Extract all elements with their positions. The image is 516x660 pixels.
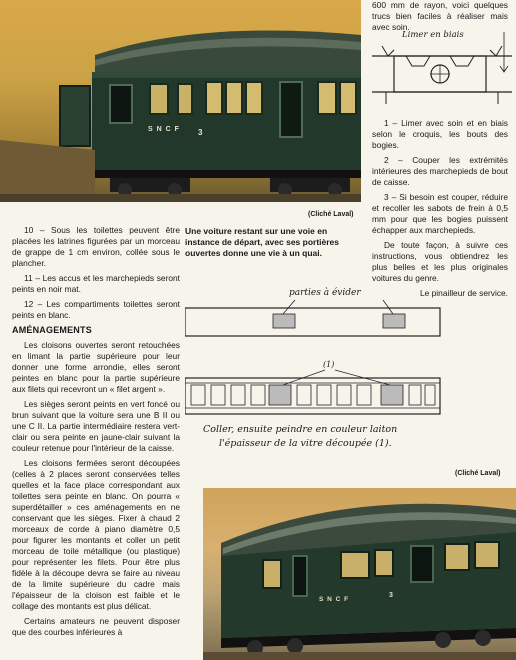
paragraph-11: 11 – Les accus et les marchepieds seront peints en noir mat. [12, 273, 180, 294]
instruction-2: 2 – Couper les extrémités intérieures des marchepieds de bout de caisse. [372, 155, 508, 187]
paragraph-10: 10 – Sous les toilettes peuvent être placées les latrines figurées par un morceau de grappe de 1 cm environ, collée sous le plancher. [12, 225, 180, 268]
signature: Le pinailleur de service. [420, 288, 508, 298]
section-paragraph-2: Les sièges seront peints en vert foncé ou brun suivant que la voiture sera une B II ou une C II. La partie intermédiaire restera vert-clair ou sera peinte en jaune-clair suivant la couleur retenue pour l'intérieur de la caisse. [12, 399, 180, 453]
bogie-diagram [372, 32, 512, 112]
section-heading: AMÉNAGEMENTS [12, 325, 92, 335]
partition-diagram [185, 286, 515, 486]
partition-sketch [185, 286, 515, 486]
section-paragraph-1: Les cloisons ouvertes seront retouchées en limant la partie supérieure pour leur donner une forme arrondie, elles seront peintes en blanc pour la partie supérieure aux filets qui recevront un « filet argent ». [12, 340, 180, 394]
railcar-photo-bottom [203, 488, 516, 660]
glue-note-line1: Coller, ensuite peindre en couleur laiton [203, 424, 398, 435]
car-label-top: S N C F [148, 126, 180, 133]
car-label-bottom: S N C F [319, 596, 350, 603]
photo-top-credit: (Cliché Laval) [308, 211, 354, 218]
photo-top [0, 0, 361, 202]
car-number-bottom: 3 [389, 592, 393, 599]
diagram-credit: (Cliché Laval) [455, 470, 501, 477]
right-intro: 600 mm de rayon, voici quelques trucs bien faciles à réaliser mais avec soin. [372, 0, 508, 32]
section-paragraph-3: Les cloisons fermées seront découpées (celles à 2 places seront conservées telles quelles et la face place correspondant aux toilettes sera peinte en blanc. On pourra « superdétailler » ces aménagements en ne conservant que les sièges. Fixer à chaud 2 morceaux de corde à piano diamètre 0,5 pour figurer les montants et coller un petit morceau de toile métallique (ou plastique) pour représenter les filets. Pour être plus fidèle à la découpe devra se faire au niveau de la limite supérieure du cadre mais l'épaisseur de la cloison est faible et le collage des montants est plus délicat. [12, 458, 180, 611]
parts-label: parties à évider [289, 288, 361, 298]
car-number-top: 3 [198, 128, 203, 137]
bogie-sketch [372, 32, 512, 112]
instruction-4: De toute façon, à suivre ces instructions, vous obtiendrez les plus belles et les plus originales voitures du genre. [372, 240, 508, 283]
right-column [372, 118, 508, 299]
photo-caption: Une voiture restant sur une voie en instance de départ, avec ses portières ouvertes donne une vie à un quai. [185, 226, 340, 258]
glue-note-line2: l'épaisseur de la vitre découpée (1). [219, 438, 392, 449]
photo-bottom [203, 488, 516, 660]
paragraph-12: 12 – Les compartiments toilettes seront peints en blanc. [12, 299, 180, 320]
section-paragraph-4: Certains amateurs ne peuvent disposer que des courbes inférieures à [12, 616, 180, 637]
left-column [12, 225, 180, 642]
instruction-3: 3 – Si besoin est couper, réduire et recoller les sabots de frein à 0,5 mm pour que les bogies puissent échapper aux marchepieds. [372, 192, 508, 235]
railcar-photo-top [0, 0, 361, 202]
part-marker: (1) [323, 360, 335, 369]
bogie-label: Limer en biais [402, 30, 464, 40]
instruction-1: 1 – Limer avec soin et en biais selon le croquis, les bouts des bogies. [372, 118, 508, 150]
